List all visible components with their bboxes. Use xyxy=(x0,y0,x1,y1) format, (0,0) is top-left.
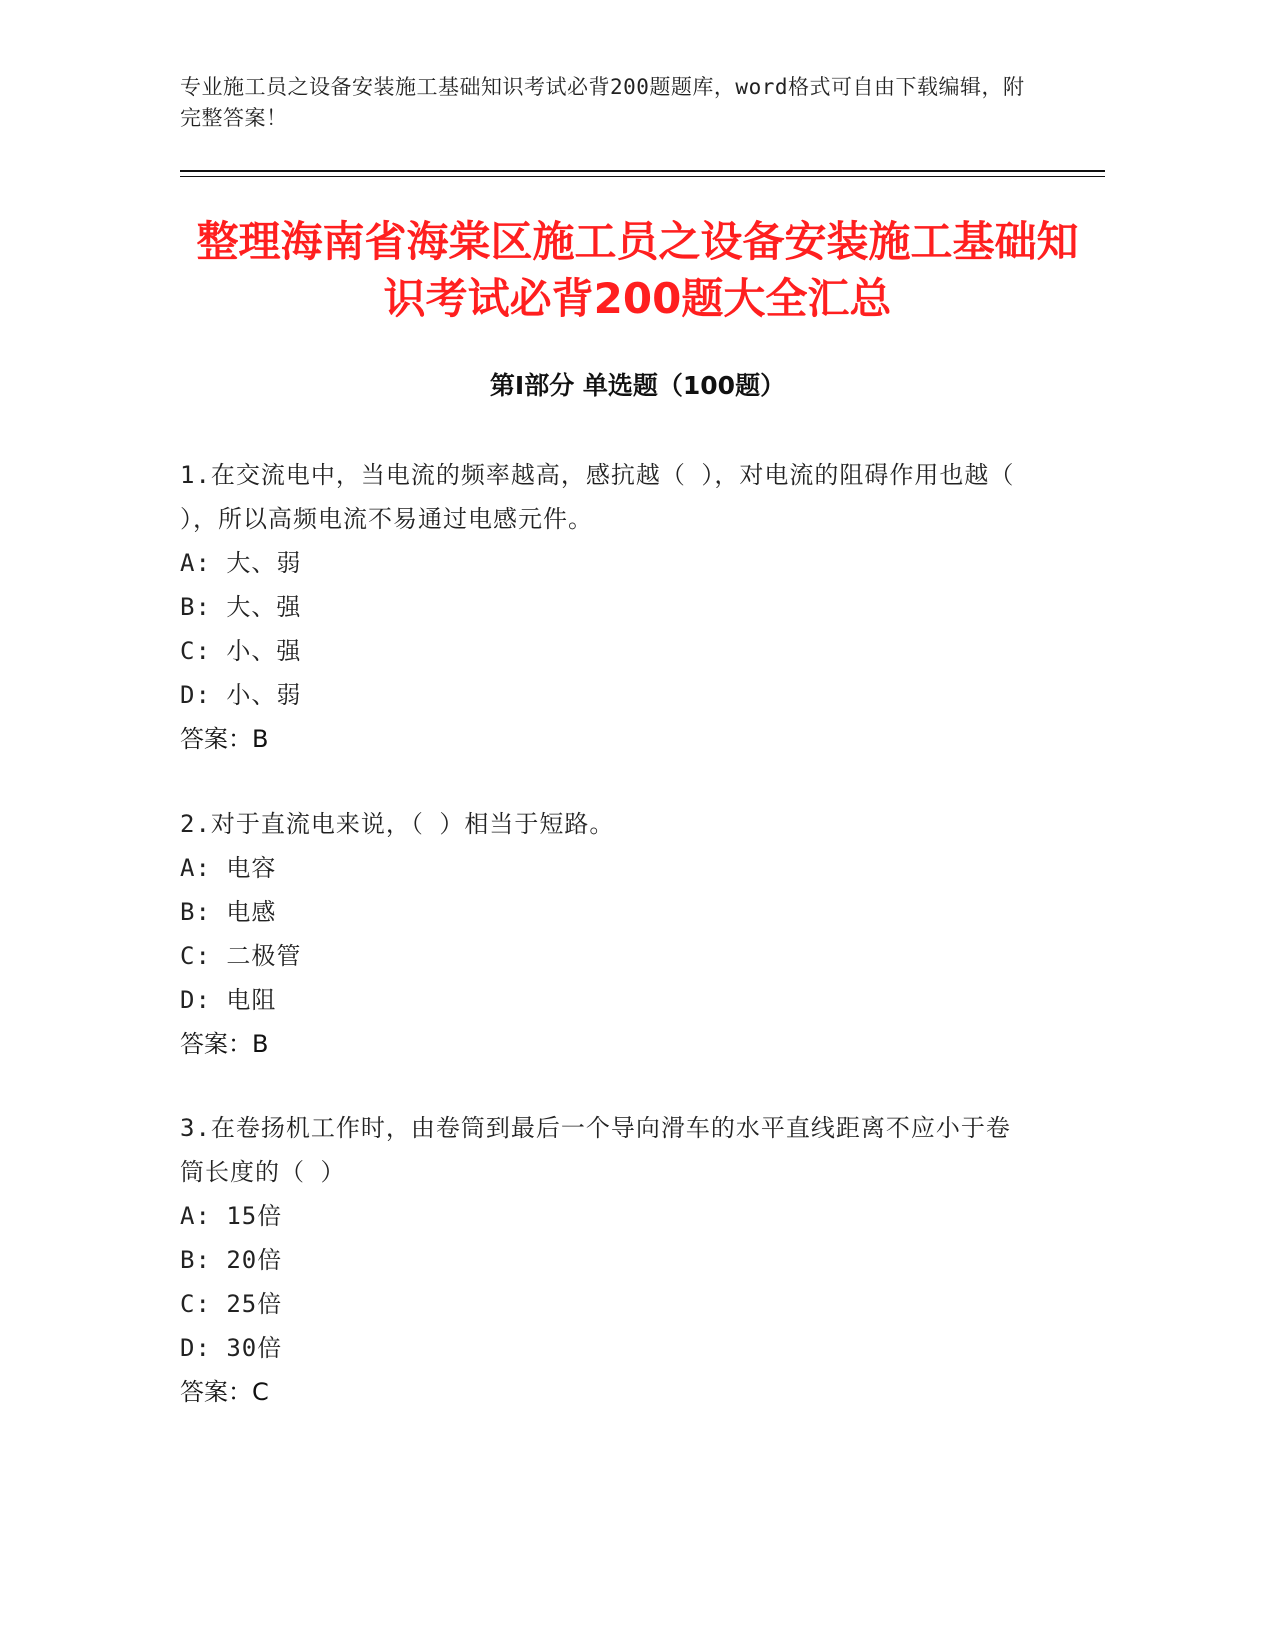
option-a: A: 电容 xyxy=(180,854,277,882)
option-a: A: 15倍 xyxy=(180,1202,283,1230)
answer: 答案：B xyxy=(180,725,269,753)
option-b: B: 大、强 xyxy=(180,593,302,621)
header-note: 专业施工员之设备安装施工基础知识考试必背200题题库，word格式可自由下载编辑，附完整答案！ xyxy=(180,75,1025,130)
answer: 答案：B xyxy=(180,1030,269,1058)
option-c: C: 25倍 xyxy=(180,1290,283,1318)
question-3 xyxy=(180,1106,1040,1414)
question-stem: 1.在交流电中，当电流的频率越高，感抗越（ ），对电流的阻碍作用也越（ ），所以高频电流不易通过电感元件。 xyxy=(180,461,1015,533)
header-rule-thick xyxy=(180,170,1105,172)
question-stem: 3.在卷扬机工作时，由卷筒到最后一个导向滑车的水平直线距离不应小于卷筒长度的（ ） xyxy=(180,1114,1011,1186)
option-b: B: 电感 xyxy=(180,898,277,926)
option-d: D: 电阻 xyxy=(180,986,277,1014)
option-b: B: 20倍 xyxy=(180,1246,283,1274)
document-title: 整理海南省海棠区施工员之设备安装施工基础知识考试必背200题大全汇总 xyxy=(196,217,1079,323)
option-d: D: 30倍 xyxy=(180,1334,283,1362)
question-1 xyxy=(180,453,1040,761)
option-a: A: 大、弱 xyxy=(180,549,302,577)
answer: 答案：C xyxy=(180,1378,269,1406)
option-d: D: 小、弱 xyxy=(180,681,302,709)
section-title: 第Ⅰ部分 单选题（100题） xyxy=(489,371,786,400)
option-c: C: 二极管 xyxy=(180,942,302,970)
header-rule-thin xyxy=(180,176,1105,177)
question-2 xyxy=(180,802,1040,1066)
option-c: C: 小、强 xyxy=(180,637,302,665)
question-stem: 2.对于直流电来说，（ ）相当于短路。 xyxy=(180,810,615,838)
